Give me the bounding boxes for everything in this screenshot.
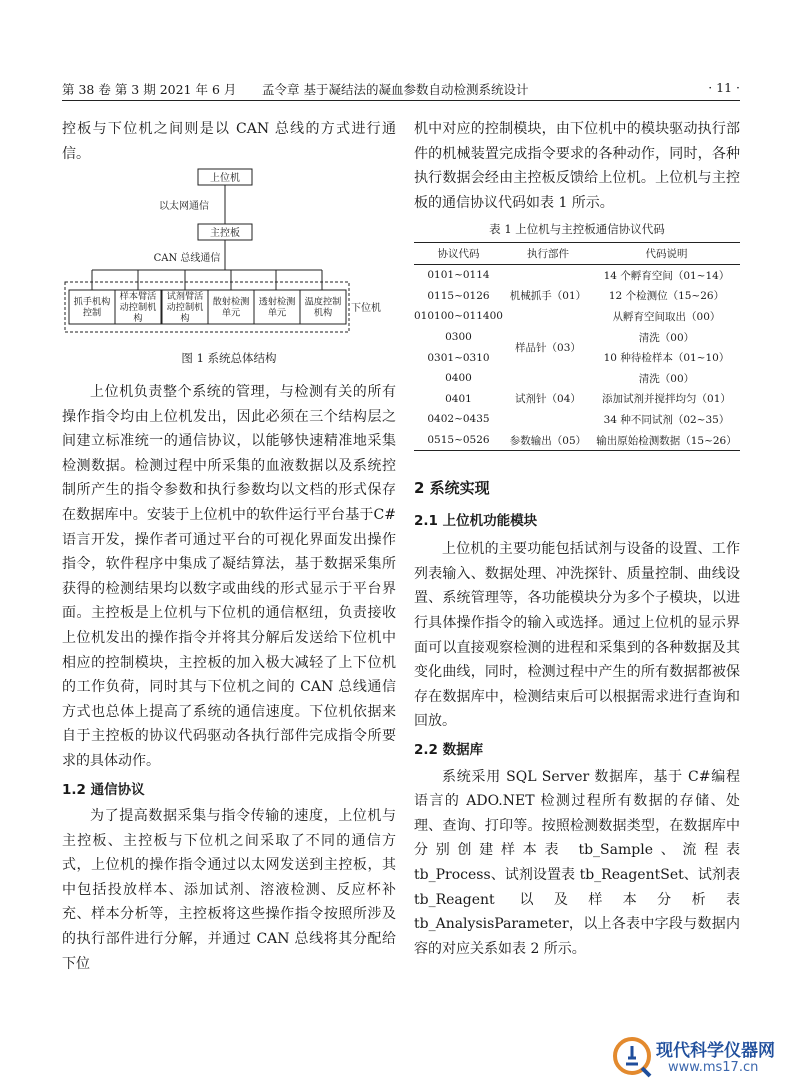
table-cell: 0515~0526 [414, 430, 503, 451]
module-label: 控制 [82, 307, 102, 319]
table-cell: 0115~0126 [427, 289, 490, 302]
paragraph: 上位机的主要功能包括试剂与设备的设置、工作列表输入、数据处理、冲洗探针、质量控制、曲线设置、系统管理等，各功能模块分为多个子模块，以进行具体操作指令的输入或选择。通过上位机的显示界面可以直接观察检测的进程和采集到的各种数据及其变化曲线，同时，检测过程中产生的所有数据都被保存在数据库中，检测结束后可以根据需求进行查询和回放。 [414, 541, 740, 730]
journal-issue: 第 38 卷 第 3 期 2021 年 6 月 [62, 82, 237, 97]
main-board-label: 主控板 [210, 228, 240, 239]
module-label: 构 [133, 313, 143, 324]
section-heading-2-2: 2.2 数据库 [414, 741, 484, 758]
paragraph: 控板与下位机之间则是以 CAN 总线的方式进行通信。 [62, 121, 396, 162]
module-label: 样本臂活 [119, 291, 157, 302]
protocol-code-table [414, 242, 740, 451]
module-label: 试剂臂活 [166, 291, 204, 302]
module-label: 单元 [267, 307, 287, 319]
table-cell: 清洗（00） [638, 331, 695, 344]
table-row [414, 368, 740, 389]
table-cell: 样品针（03） [515, 341, 581, 354]
table-caption: 表 1 上位机与主控板通信协议代码 [489, 222, 665, 236]
watermark-site-name: 现代科学仪器网 [656, 1041, 775, 1061]
section-heading-2-1: 2.1 上位机功能模块 [414, 512, 538, 529]
table-cell: 输出原始检测数据（15~26） [593, 430, 740, 451]
left-column-body [62, 380, 396, 976]
table-cell: 12 个检测位（15~26） [608, 290, 725, 303]
header-rule [62, 100, 740, 101]
module-label: 温度控制 [304, 296, 342, 308]
module-label: 动控制机 [166, 302, 204, 313]
table-row [414, 327, 740, 348]
table-header: 执行部件 [503, 243, 593, 265]
section-heading-2: 2 系统实现 [414, 479, 490, 497]
module-label: 机构 [313, 307, 333, 319]
module-label: 构 [180, 313, 190, 324]
figure-caption: 图 1 系统总体结构 [181, 351, 277, 365]
right-column-body [414, 476, 740, 961]
author-and-title: 孟令章 基于凝结法的凝血参数自动检测系统设计 [262, 82, 529, 97]
paragraph: 为了提高数据采集与指令传输的速度，上位机与主控板、主控板与下位机之间采取了不同的通信方式，上位机的操作指令通过以太网发送到主控板，其中包括投放样本、添加试剂、溶液检测、反应杯补充、样本分析等，主控板将这些操作指令按照所涉及的执行部件进行分解，并通过 CAN 总线将其分配给下位 [62, 808, 396, 972]
lower-computer-label: 下位机 [351, 303, 381, 314]
table-cell: 34 种不同试剂（02~35） [603, 413, 730, 426]
table-cell: 添加试剂并搅拌均匀（01） [602, 393, 731, 406]
module-label: 散射检测 [212, 296, 250, 308]
paragraph: 机中对应的控制模块，由下位机中的模块驱动执行部件的机械装置完成指令要求的各种动作，同时，各种执行数据会经由主控板反馈给上位机。上位机与主控板的通信协议代码如表 1 所示。 [414, 121, 740, 211]
table-cell: 0401 [445, 392, 472, 405]
page-number: · 11 · [708, 80, 740, 95]
paragraph: 系统采用 SQL Server 数据库，基于 C#编程语言的 ADO.NET 检测过程所有数据的存储、处理、查询、打印等。按照检测数据类型，在数据库中分别创建样本表 tb_Sample、流程表 tb_Process、试剂设置表 tb_ReagentSet、试剂表 tb_Reagent 以及样本分析表 tb_AnalysisParameter，以上各表中字段与数据内容的对应关系如表 2 所示。 [414, 768, 740, 957]
table-cell: 10 种待检样本（01~10） [603, 352, 730, 365]
table-cell: 参数输出（05） [503, 430, 593, 451]
watermark-url: www.ms17.cn [668, 1060, 759, 1075]
module-label: 抓手机构 [73, 296, 111, 308]
left-column-intro [62, 117, 396, 166]
module-label: 单元 [221, 307, 241, 319]
module-label: 动控制机 [119, 302, 157, 313]
table-cell: 清洗（00） [638, 372, 695, 385]
paragraph: 上位机负责整个系统的管理，与检测有关的所有操作指令均由上位机发出，因此必须在三个结构层之间建立标准统一的通信协议，以能够快速精准地采集检测数据。检测过程中所采集的血液数据以及系统控制所产生的指令参数和执行参数均以文档的形式保存在数据库中。安装于上位机中的软件运行平台基于C#语言开发，操作者可通过平台的可视化界面发出操作指令，软件程序中集成了凝结算法，基于数据采集所获得的检测结果均以数字或曲线的形式显示于平台界面。主控板是上位机与下位机的通信枢纽，负责接收上位机发出的操作指令并将其分解后发送给下位机中相应的控制模块，主控板的加入极大减轻了上下位机的工作负荷，同时其与下位机之间的 CAN 总线通信方式也总体上提高了系统的通信速度。下位机依据来自于主控板的协议代码驱动各执行部件完成指令所要求的具体动作。 [62, 384, 396, 769]
table-cell: 0400 [445, 372, 472, 385]
table-cell: 0402~0435 [427, 413, 490, 426]
table-cell: 010100~011400 [414, 310, 503, 323]
protocol-table [414, 242, 740, 451]
table-cell: 0300 [445, 331, 472, 344]
upper-computer-label: 上位机 [210, 173, 240, 184]
table-header: 代码说明 [593, 243, 740, 265]
system-structure-diagram [62, 162, 396, 337]
table-row [414, 265, 740, 286]
can-bus-label: CAN 总线通信 [153, 253, 221, 264]
ethernet-label: 以太网通信 [159, 201, 209, 212]
table-cell: 机械抓手（01） [509, 290, 587, 303]
table-cell: 0101~0114 [427, 269, 490, 282]
table-row [414, 430, 740, 451]
table-cell: 从孵育空间取出（00） [612, 310, 721, 323]
watermark-logo [612, 1034, 775, 1080]
table-cell: 0301~0310 [427, 351, 490, 364]
module-label: 透射检测 [258, 296, 296, 308]
right-column-intro [414, 117, 740, 215]
instrument-logo-icon [612, 1036, 654, 1078]
table-cell: 14 个孵育空间（01~14） [603, 269, 730, 282]
table-cell: 试剂针（04） [515, 393, 581, 406]
section-heading-1-2: 1.2 通信协议 [62, 781, 145, 798]
table-header: 协议代码 [414, 243, 503, 265]
